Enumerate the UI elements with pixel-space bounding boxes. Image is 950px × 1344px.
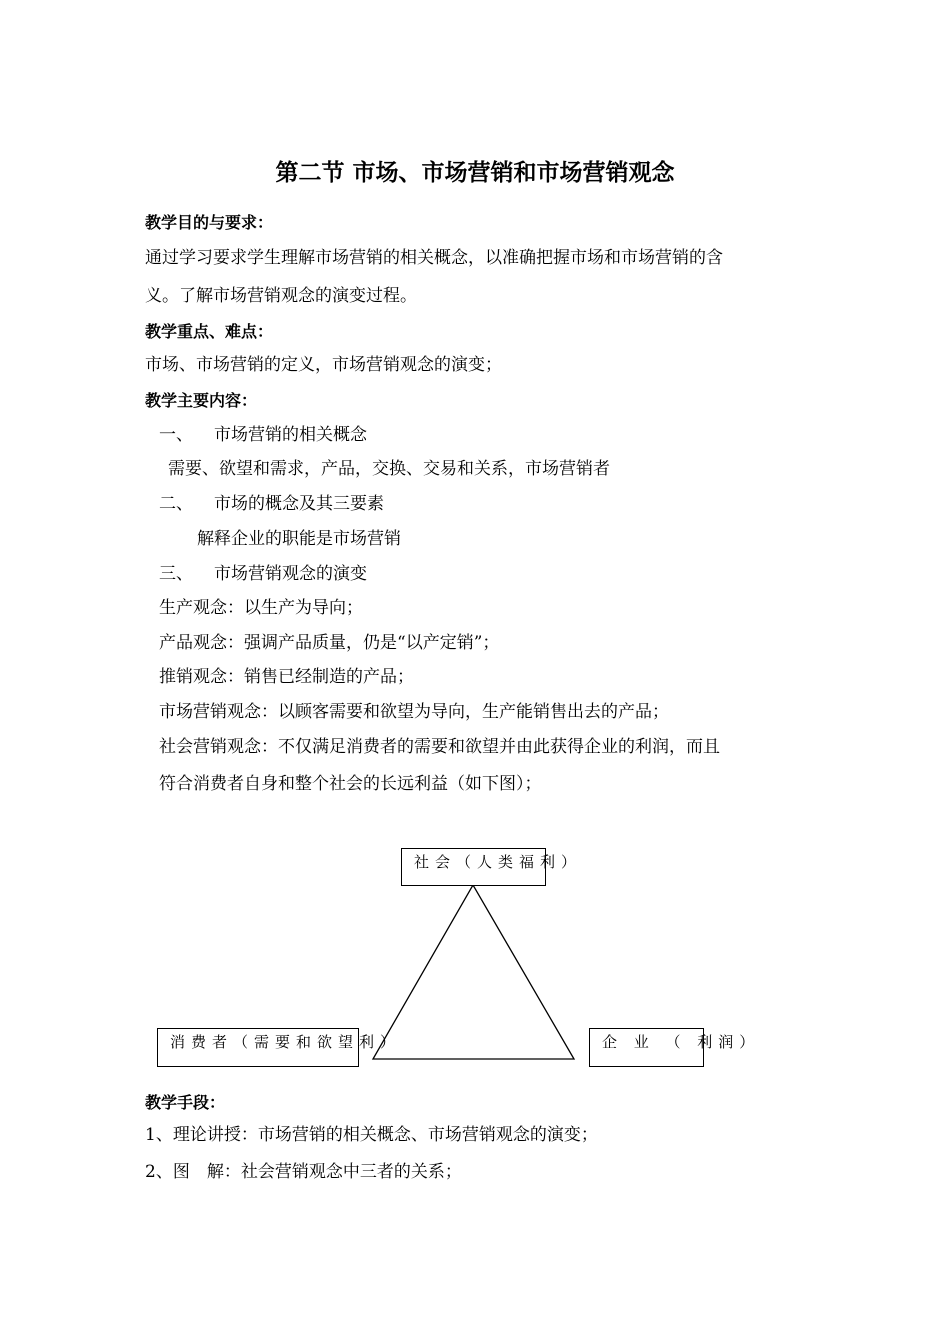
diagram-box-consumer: 消费者（需要和欲望利） [157, 1028, 359, 1067]
key-heading: 教学重点、难点： [145, 322, 274, 341]
item-2-detail: 解释企业的职能是市场营销 [197, 529, 401, 549]
diagram-box-enterprise: 企 业 （ 利润） [589, 1028, 704, 1067]
page-title: 第二节 市场、市场营销和市场营销观念 [275, 160, 675, 186]
concept-production: 生产观念：以生产为导向； [159, 598, 363, 618]
item-1-number: 一、 [159, 425, 193, 445]
concept-societal-line-1: 社会营销观念：不仅满足消费者的需要和欲望并由此获得企业的利润，而且 [159, 737, 720, 757]
goal-text-line-2: 义。了解市场营销观念的演变过程。 [145, 286, 417, 306]
item-3-title: 市场营销观念的演变 [214, 564, 367, 584]
diagram-box-society: 社会（人类福利） [401, 848, 546, 886]
goal-heading: 教学目的与要求： [145, 213, 274, 232]
content-heading: 教学主要内容： [145, 391, 258, 410]
concept-societal-line-2: 符合消费者自身和整个社会的长远利益（如下图）； [159, 774, 542, 794]
concept-product: 产品观念：强调产品质量，仍是“以产定销”； [159, 633, 500, 653]
method-heading: 教学手段： [145, 1093, 226, 1112]
goal-text-line-1: 通过学习要求学生理解市场营销的相关概念，以准确把握市场和市场营销的含 [145, 248, 723, 268]
key-text: 市场、市场营销的定义，市场营销观念的演变； [145, 355, 502, 375]
item-1-detail: 需要、欲望和需求，产品，交换、交易和关系，市场营销者 [168, 459, 610, 479]
item-1-title: 市场营销的相关概念 [214, 425, 367, 445]
item-2-title: 市场的概念及其三要素 [214, 494, 384, 514]
method-2: 2、图 解：社会营销观念中三者的关系； [145, 1162, 462, 1182]
item-3-number: 三、 [159, 564, 193, 584]
concept-marketing: 市场营销观念：以顾客需要和欲望为导向，生产能销售出去的产品； [159, 702, 669, 722]
item-2-number: 二、 [159, 494, 193, 514]
method-1: 1、理论讲授：市场营销的相关概念、市场营销观念的演变； [145, 1125, 598, 1145]
concept-selling: 推销观念：销售已经制造的产品； [159, 667, 414, 687]
triangle-shape [373, 885, 574, 1059]
